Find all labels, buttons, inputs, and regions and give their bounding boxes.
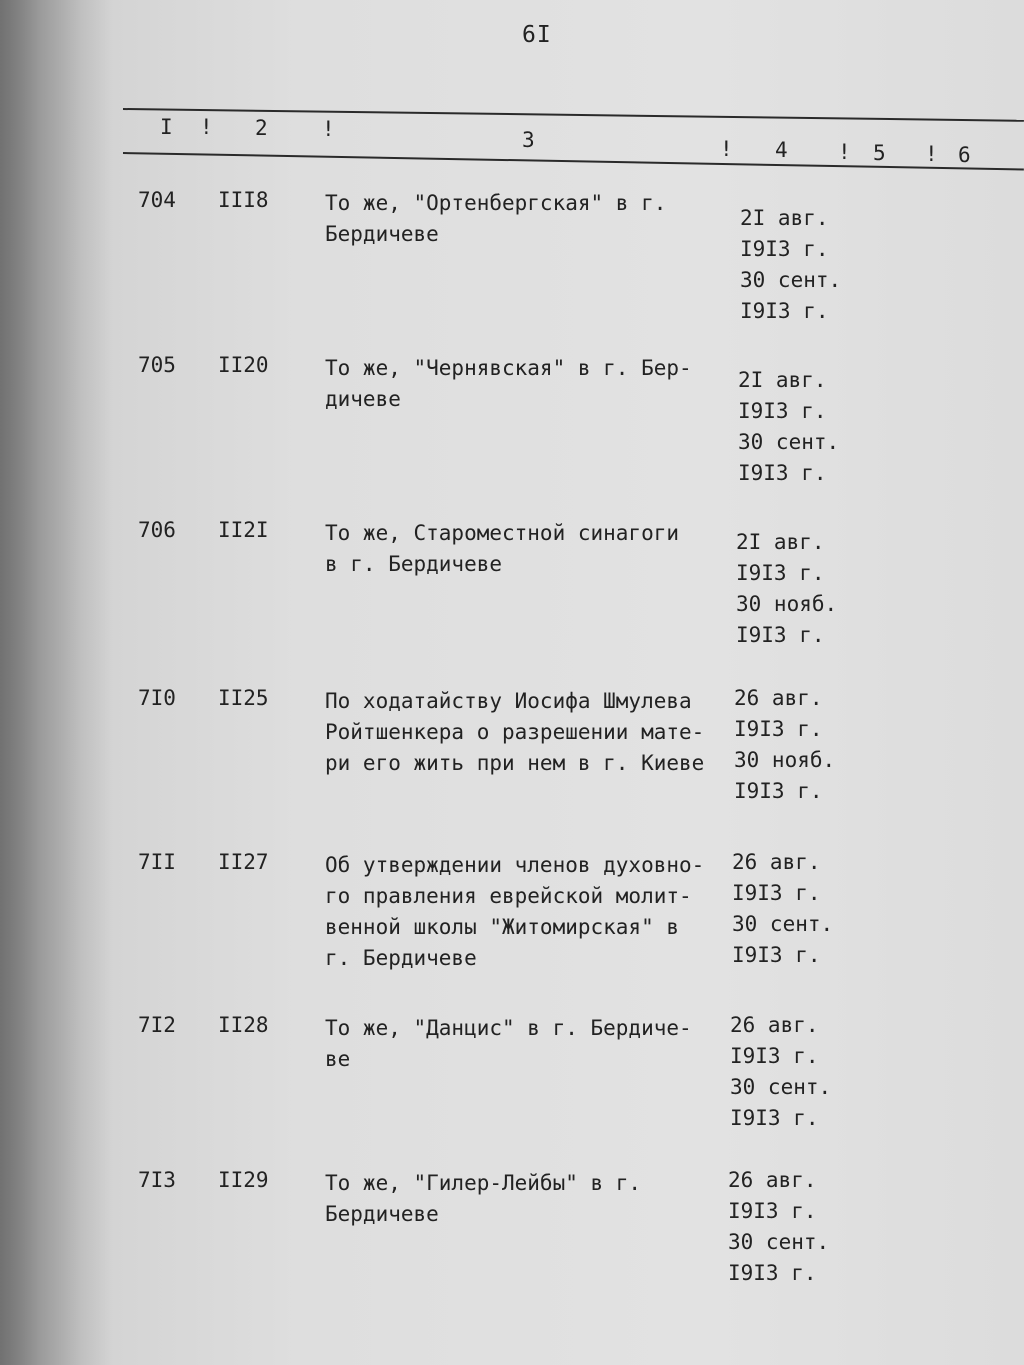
record-number: 7II [138,850,176,874]
description-line: Бердичеве [325,222,439,246]
header-col-5: 5 [873,141,886,165]
date-line: 30 сент. [738,430,840,454]
date-line: 26 авг. [734,686,823,710]
record-description [325,353,735,415]
header-col-4: 4 [775,138,788,162]
record-dates [736,527,856,651]
header-col-1: I [160,115,173,139]
record-description [325,850,735,974]
record-dates [732,847,852,971]
date-line: I9I3 г. [734,717,823,741]
record-dates [728,1165,848,1289]
header-col-6: 6 [958,143,971,167]
description-line: По ходатайству Иосифа Шмулева [325,689,692,713]
record-description [325,686,735,779]
description-line: ве [325,1047,351,1071]
description-line: г. Бердичеве [325,946,477,970]
date-line: 30 сент. [732,912,834,936]
description-line: То же, "Гилер-Лейбы" в г. [325,1171,642,1195]
date-line: 30 нояб. [734,748,836,772]
record-code: II20 [218,353,269,377]
header-sep: ! [720,137,733,161]
record-description [325,188,735,250]
date-line: 30 нояб. [736,592,838,616]
date-line: I9I3 г. [728,1199,817,1223]
binding-shadow [0,0,115,1365]
description-line: То же, "Ортенбергская" в г. [325,191,667,215]
description-line: То же, "Чернявская" в г. Бер- [325,356,692,380]
description-line: венной школы "Житомирская" в [325,915,680,939]
record-number: 706 [138,518,176,542]
record-code: III8 [218,188,269,212]
header-col-3: 3 [522,128,535,152]
header-sep: ! [200,115,213,139]
date-line: I9I3 г. [736,623,825,647]
date-line: I9I3 г. [728,1261,817,1285]
record-number: 7I0 [138,686,176,710]
date-line: I9I3 г. [740,299,829,323]
date-line: 30 сент. [730,1075,832,1099]
record-description [325,1013,735,1075]
date-line: 26 авг. [728,1168,817,1192]
record-dates [730,1010,850,1134]
date-line: 30 сент. [728,1230,830,1254]
date-line: 26 авг. [730,1013,819,1037]
record-dates [738,365,858,489]
description-line: го правления еврейской молит- [325,884,692,908]
description-line: ри его жить при нем в г. Киеве [325,751,705,775]
date-line: 2I авг. [738,368,827,392]
record-code: II29 [218,1168,269,1192]
header-sep: ! [925,142,938,166]
date-line: 26 авг. [732,850,821,874]
description-line: То же, Староместной синагоги [325,521,680,545]
description-line: дичеве [325,387,401,411]
date-line: I9I3 г. [734,779,823,803]
header-sep: ! [838,140,851,164]
header-bottom-rule [123,152,1024,171]
record-code: II28 [218,1013,269,1037]
date-line: 2I авг. [740,206,829,230]
record-description [325,518,735,580]
date-line: 2I авг. [736,530,825,554]
record-number: 7I2 [138,1013,176,1037]
record-number: 705 [138,353,176,377]
date-line: I9I3 г. [732,881,821,905]
page-number: 6I [522,22,552,48]
date-line: 30 сент. [740,268,842,292]
date-line: I9I3 г. [738,461,827,485]
record-number: 7I3 [138,1168,176,1192]
description-line: в г. Бердичеве [325,552,503,576]
record-code: II27 [218,850,269,874]
date-line: I9I3 г. [730,1106,819,1130]
date-line: I9I3 г. [740,237,829,261]
record-description [325,1168,735,1230]
description-line: Бердичеве [325,1202,439,1226]
description-line: Об утверждении членов духовно- [325,853,705,877]
record-dates [734,683,854,807]
date-line: I9I3 г. [730,1044,819,1068]
record-dates [740,203,860,327]
record-code: II25 [218,686,269,710]
record-number: 704 [138,188,176,212]
record-code: II2I [218,518,269,542]
header-sep: ! [322,117,335,141]
description-line: Ройтшенкера о разрешении мате- [325,720,705,744]
header-col-2: 2 [255,116,268,140]
date-line: I9I3 г. [738,399,827,423]
description-line: То же, "Данцис" в г. Бердиче- [325,1016,692,1040]
date-line: I9I3 г. [732,943,821,967]
date-line: I9I3 г. [736,561,825,585]
